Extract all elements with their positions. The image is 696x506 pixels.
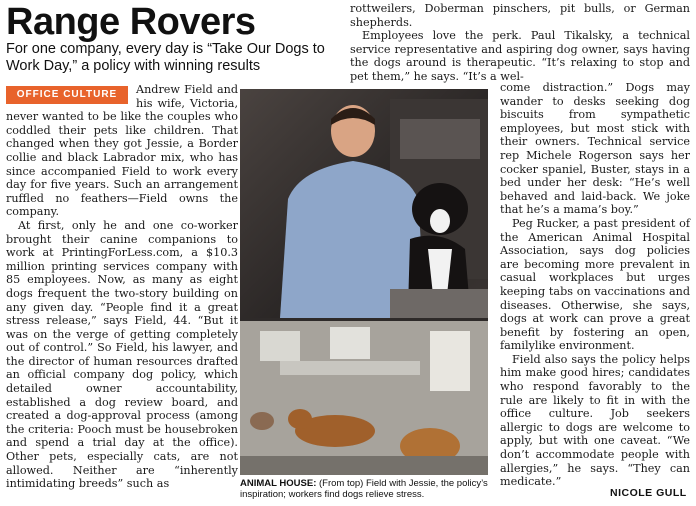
paragraph-3-continued: come distraction.” Dogs may wander to desks seeking dog biscuits from sympathetic employees, but most stick with their owners. Technical service rep Michele Rogerson says her cocker spaniel, Buster, stays in a bed under her desk: “He’s well behaved and laid-back. We joke that he’s a mama’s boy.” xyxy=(500,81,690,217)
paragraph-4: Peg Rucker, a past president of the American Animal Hospital Association, says dog policies are becoming more prevalent in casual workplaces but urges keeping tabs on vaccinations and diseases. Otherwise, she says, dogs at work can prove a great benefit by fostering an open, familylike environment. xyxy=(500,216,690,353)
byline: NICOLE GULL xyxy=(610,487,687,499)
photo-office-dogs xyxy=(240,321,488,475)
paragraph-5: Field also says the policy helps him make good hires; candidates who respond favorably to the rule are likely to fit in with the office culture. Job seekers allergic to dogs are welcome to apply, but with one caveat. “We don’t accommodate people with allergies,” he says. “They can medicate.” xyxy=(500,352,690,489)
caption-text: (From top) Field with Jessie, the policy’s inspiration; workers find dogs relieve stress. xyxy=(240,478,488,500)
section-kicker: OFFICE CULTURE xyxy=(6,86,128,104)
caption-label: ANIMAL HOUSE: xyxy=(240,478,317,489)
photo-stack xyxy=(240,89,488,475)
paragraph-3: Employees love the perk. Paul Tikalsky, a technical service representative and aspiring dog owner, says having the dogs around is therapeutic. “It’s relaxing to stop and pet them,” he says. “It’s a wel- xyxy=(350,29,690,83)
photo-caption xyxy=(240,478,492,500)
paragraph-1: Andrew Field and his wife, Victoria, never wanted to be like the couples who coddled their pets like children. That changed when they got Jessie, a Border collie and black Labrador mix, who has since accompanied Field to work every day for five years. Such an arrangement ruffled no feathers—Field owns the company. xyxy=(6,83,238,219)
kicker-spacer xyxy=(6,83,136,110)
column-1 xyxy=(6,83,238,491)
paragraph-continued: rottweilers, Doberman pinschers, pit bulls, or German shepherds. xyxy=(350,2,690,29)
column-2-top xyxy=(350,2,690,84)
photo-illustration-top xyxy=(240,89,488,318)
photo-illustration-bottom xyxy=(240,321,488,475)
deck: For one company, every day is “Take Our Dogs to Work Day,” a policy with winning results xyxy=(6,41,325,74)
column-3 xyxy=(500,81,690,489)
photo-field-with-jessie xyxy=(240,89,488,318)
headline: Range Rovers xyxy=(6,1,256,43)
paragraph-2: At first, only he and one co-worker brought their canine companions to work at PrintingForLess.com, a $10.3 million printing services company with 85 employees. Now, as many as eight dogs frequent the two-story building on any given day. “People find it a great stress release,” says Field, 44. “But it was on the verge of getting completely out of control.” So Field, his lawyer, and the director of human resources drafted an official company dog policy, which detailed owner accountability, established a dog review board, and created a dog-approval process (among the criteria: Pooch must be housebroken and spend a trial day at the office). Other pets, especially cats, are not allowed. Neither are “inherently intimidating breeds” such as xyxy=(6,218,238,491)
